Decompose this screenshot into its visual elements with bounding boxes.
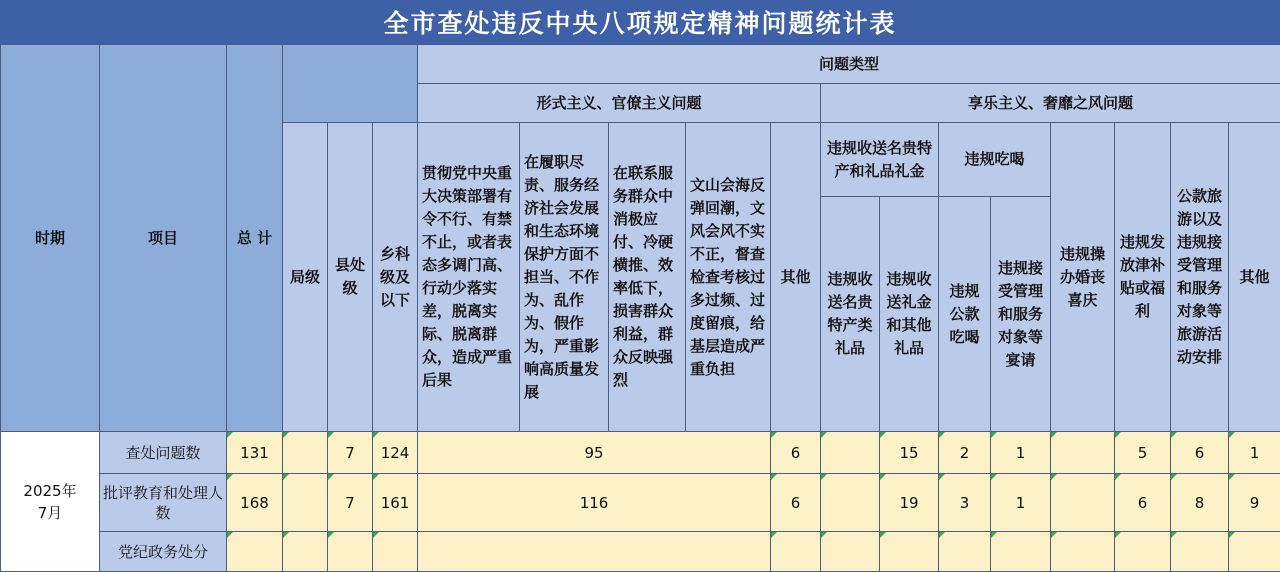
header-period: 时期 bbox=[1, 45, 100, 432]
cell-allowances bbox=[1115, 532, 1171, 572]
cell-dining-banquet: 1 bbox=[991, 474, 1051, 532]
cell-county bbox=[328, 532, 373, 572]
cell-gifts-cash: 15 bbox=[880, 432, 939, 474]
header-hedonism: 享乐主义、奢靡之风问题 bbox=[821, 84, 1280, 123]
header-gifts: 违规收送名贵特产和礼品礼金 bbox=[821, 123, 939, 197]
header-formalism-3: 在联系服务群众中消极应付、冷硬横推、效率低下，损害群众利益，群众反映强烈 bbox=[609, 123, 686, 432]
cell-township bbox=[373, 532, 418, 572]
cell-total bbox=[227, 532, 283, 572]
cell-gifts-cash bbox=[880, 532, 939, 572]
cell-tourism: 8 bbox=[1171, 474, 1229, 532]
header-level-blank bbox=[283, 45, 418, 123]
cell-dining-banquet bbox=[991, 532, 1051, 572]
period-label: 2025年 7月 bbox=[23, 481, 77, 522]
cell-gifts-specialty bbox=[821, 474, 880, 532]
cell-weddings bbox=[1051, 432, 1115, 474]
header-tourism: 公款旅游以及违规接受管理和服务对象等旅游活动安排 bbox=[1171, 123, 1229, 432]
header-gifts-specialty: 违规收送名贵特产类礼品 bbox=[821, 197, 880, 432]
header-formalism-2: 在履职尽责、服务经济社会发展和生态环境保护方面不担当、不作为、乱作为、假作为，严重影响高质量发展 bbox=[520, 123, 609, 432]
cell-township: 161 bbox=[373, 474, 418, 532]
header-hedonism-other: 其他 bbox=[1229, 123, 1280, 432]
cell-township: 124 bbox=[373, 432, 418, 474]
cell-dining-public: 3 bbox=[939, 474, 991, 532]
cell-weddings bbox=[1051, 474, 1115, 532]
cell-hedonism-other bbox=[1229, 532, 1280, 572]
header-county: 县处级 bbox=[328, 123, 373, 432]
header-formalism: 形式主义、官僚主义问题 bbox=[418, 84, 821, 123]
row-label-handled: 批评教育和处理人数 bbox=[100, 474, 227, 532]
header-dining: 违规吃喝 bbox=[939, 123, 1051, 197]
cell-county: 7 bbox=[328, 474, 373, 532]
cell-bureau bbox=[283, 474, 328, 532]
cell-formalism-merged: 95 bbox=[418, 432, 771, 474]
cell-hedonism-other: 1 bbox=[1229, 432, 1280, 474]
header-formalism-other: 其他 bbox=[771, 123, 821, 432]
header-formalism-1: 贯彻党中央重大决策部署有令不行、有禁不止，或者表态多调门高、行动少落实差，脱离实际、脱离群众，造成严重后果 bbox=[418, 123, 520, 432]
header-dining-banquet: 违规接受管理和服务对象等宴请 bbox=[991, 197, 1051, 432]
cell-gifts-specialty bbox=[821, 532, 880, 572]
cell-formalism-merged bbox=[418, 532, 771, 572]
period-cell bbox=[1, 432, 100, 572]
cell-weddings bbox=[1051, 532, 1115, 572]
cell-dining-public bbox=[939, 532, 991, 572]
cell-formalism-other: 6 bbox=[771, 432, 821, 474]
header-gifts-cash: 违规收送礼金和其他礼品 bbox=[880, 197, 939, 432]
statistics-table bbox=[0, 44, 1280, 572]
header-total: 总 计 bbox=[227, 45, 283, 432]
header-problem-type: 问题类型 bbox=[418, 45, 1280, 84]
header-township: 乡科级及以下 bbox=[373, 123, 418, 432]
cell-total: 131 bbox=[227, 432, 283, 474]
header-weddings-funerals: 违规操办婚丧喜庆 bbox=[1051, 123, 1115, 432]
cell-allowances: 5 bbox=[1115, 432, 1171, 474]
table-title-bar bbox=[0, 0, 1280, 45]
cell-tourism: 6 bbox=[1171, 432, 1229, 474]
table-title: 全市查处违反中央八项规定精神问题统计表 bbox=[383, 9, 897, 38]
cell-bureau bbox=[283, 432, 328, 474]
cell-hedonism-other: 9 bbox=[1229, 474, 1280, 532]
row-label-discipline: 党纪政务处分 bbox=[100, 532, 227, 572]
cell-gifts-specialty bbox=[821, 432, 880, 474]
cell-formalism-other bbox=[771, 532, 821, 572]
cell-total: 168 bbox=[227, 474, 283, 532]
header-formalism-4: 文山会海反弹回潮，文风会风不实不正，督查检查考核过多过频、过度留痕，给基层造成严重负担 bbox=[686, 123, 771, 432]
header-dining-public: 违规公款吃喝 bbox=[939, 197, 991, 432]
row-label-problems: 查处问题数 bbox=[100, 432, 227, 474]
cell-tourism bbox=[1171, 532, 1229, 572]
header-bureau: 局级 bbox=[283, 123, 328, 432]
cell-gifts-cash: 19 bbox=[880, 474, 939, 532]
header-allowances: 违规发放津补贴或福利 bbox=[1115, 123, 1171, 432]
cell-bureau bbox=[283, 532, 328, 572]
cell-dining-public: 2 bbox=[939, 432, 991, 474]
cell-dining-banquet: 1 bbox=[991, 432, 1051, 474]
cell-allowances: 6 bbox=[1115, 474, 1171, 532]
cell-formalism-merged: 116 bbox=[418, 474, 771, 532]
header-item: 项目 bbox=[100, 45, 227, 432]
cell-formalism-other: 6 bbox=[771, 474, 821, 532]
cell-county: 7 bbox=[328, 432, 373, 474]
